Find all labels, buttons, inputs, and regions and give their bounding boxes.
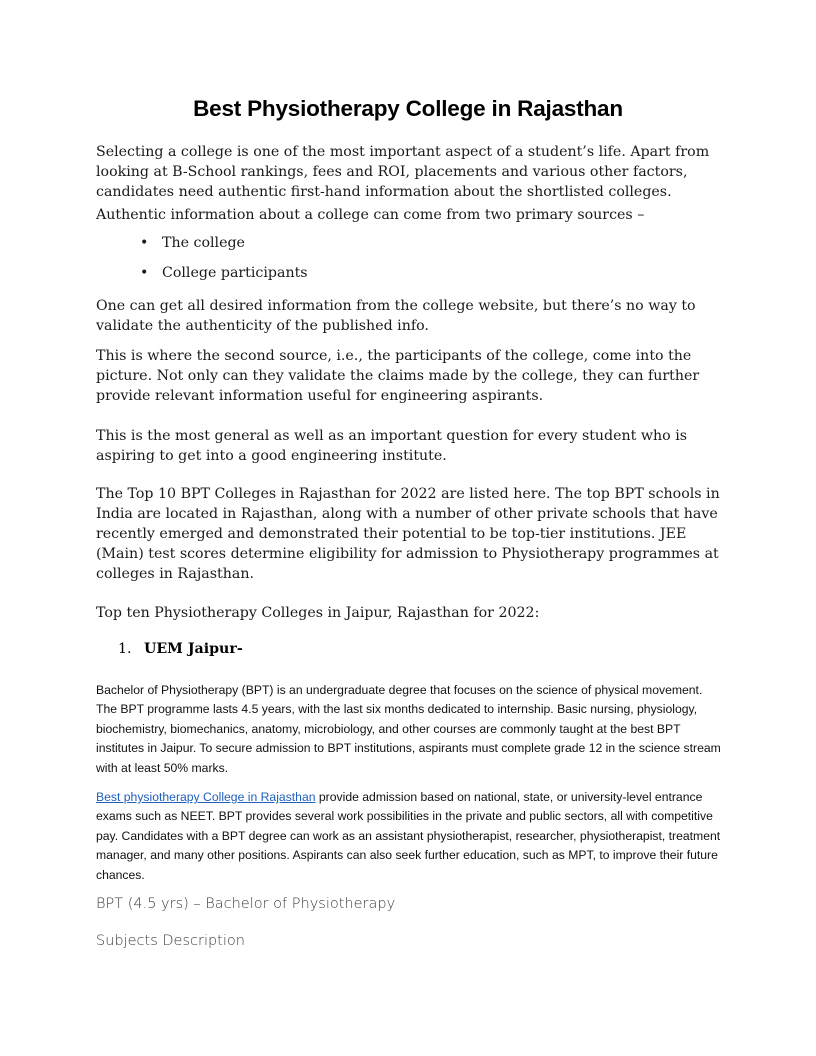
list-number: 1.	[118, 641, 132, 657]
college-link[interactable]: Best physiotherapy College in Rajasthan	[96, 790, 316, 804]
website-paragraph: One can get all desired information from the college website, but there’s no way to validate the authenticity of the published info.	[96, 298, 696, 334]
college-name: UEM Jaipur-	[144, 641, 243, 657]
top10-paragraph: The Top 10 BPT Colleges in Rajasthan for 2022 are listed here. The top BPT schools in India are located in Rajasthan, along with a number of other private schools that have recently emerged and demonstrated their potential to be top-tier institutions. JEE (Main) test scores determine eligibility for admission to Physiotherapy programmes at colleges in Rajasthan.	[96, 486, 720, 582]
bpt-description-paragraph: Bachelor of Physiotherapy (BPT) is an undergraduate degree that focuses on the science of physical movement. The BPT programme lasts 4.5 years, with the last six months dedicated to internship. Basic nursing, physiology, biochemistry, biomechanics, anatomy, microbiology, and other courses are commonly taught at the best BPT institutes in Jaipur. To secure admission to BPT institutions, aspirants must complete grade 12 in the science stream with at least 50% marks.	[96, 683, 721, 775]
bullet-icon: •	[140, 265, 149, 281]
page-title: Best Physiotherapy College in Rajasthan	[193, 96, 623, 121]
admission-text: provide admission based on national, state, or university-level entrance exams such as NEET. BPT provides several work possibilities in the private and public sectors, all with competitive pay. Candidates with a BPT degree can work as an assistant physiotherapist, researcher, physiotherapist, treatment manager, and many other positions. Aspirants can also seek further education, such as MPT, to improve their future chances.	[96, 790, 721, 882]
bullet-icon: •	[140, 235, 149, 251]
general-question-paragraph: This is the most general as well as an important question for every student who is aspiring to get into a good engineering institute.	[96, 428, 688, 464]
numbered-list-item	[118, 641, 243, 657]
bpt-heading: BPT (4.5 yrs) – Bachelor of Physiotherapy	[96, 896, 396, 912]
sources-intro-paragraph: Authentic information about a college can come from two primary sources –	[96, 207, 645, 223]
participants-paragraph: This is where the second source, i.e., the participants of the college, come into the picture. Not only can they validate the claims made by the college, they can further provide relevant information useful for engineering aspirants.	[96, 348, 700, 404]
list-item-text: The college	[162, 235, 245, 251]
list-item-text: College participants	[162, 265, 308, 281]
top-ten-heading: Top ten Physiotherapy Colleges in Jaipur, Rajasthan for 2022:	[96, 605, 540, 621]
admission-paragraph	[96, 788, 726, 885]
subjects-heading: Subjects Description	[96, 933, 245, 949]
intro-paragraph: Selecting a college is one of the most important aspect of a student’s life. Apart from looking at B-School rankings, fees and ROI, placements and various other factors, candidates need authentic first-hand information about the shortlisted colleges.	[96, 144, 710, 200]
